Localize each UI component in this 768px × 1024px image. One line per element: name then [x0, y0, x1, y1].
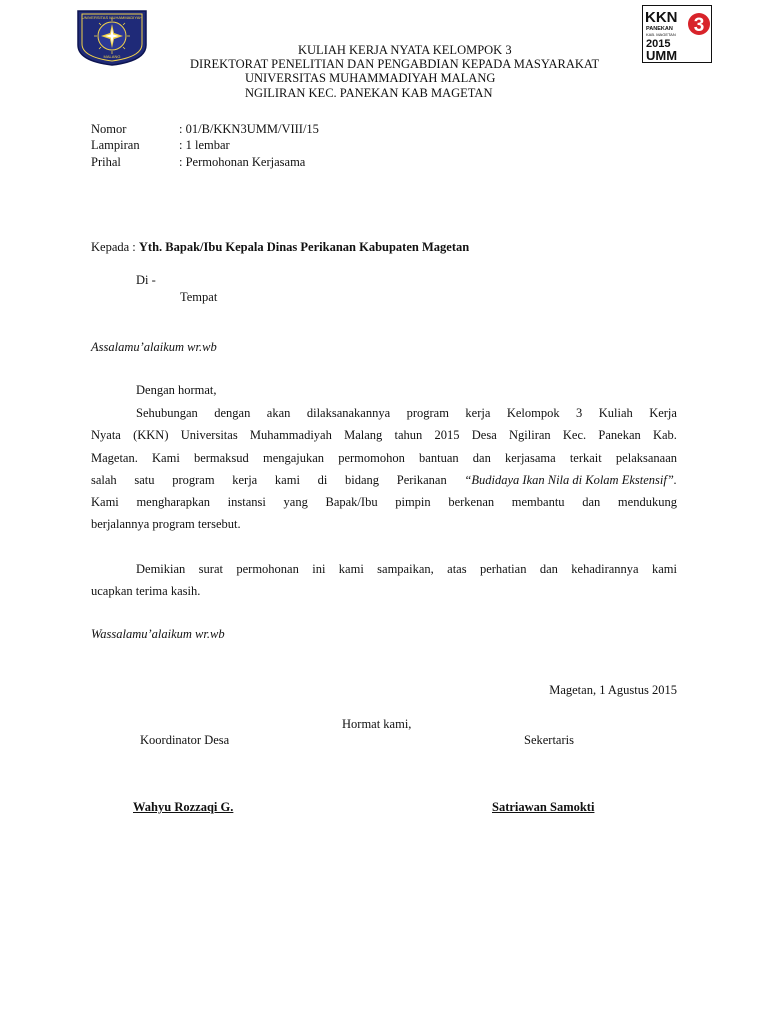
word: Bapak/Ibu	[325, 495, 378, 509]
word: atas	[447, 562, 467, 576]
word: dilaksanakannya	[306, 406, 391, 420]
closing: Wassalamu’alaikum wr.wb	[91, 627, 225, 641]
word: Kelompok	[506, 406, 560, 420]
quoted-program-title: “Budidaya Ikan Nila di Kolam Ekstensif”.	[464, 473, 677, 487]
paragraph-2-line-2: ucapkan terima kasih.	[91, 584, 201, 598]
kkn-logo-sub2: KAB. MAGETAN	[646, 32, 676, 37]
word: Kab.	[652, 428, 677, 442]
word: dan	[539, 562, 558, 576]
word: mendukung	[617, 495, 677, 509]
kkn-logo-text: KKN	[645, 9, 678, 26]
word: bermaksud	[193, 451, 249, 465]
word: berkenan	[448, 495, 495, 509]
word: Demikian	[136, 562, 186, 576]
right-signatory-title: Sekertaris	[524, 733, 574, 747]
word: di	[317, 473, 328, 487]
word: bidang	[345, 473, 380, 487]
word: bantuan	[419, 451, 459, 465]
word: Sehubungan	[136, 406, 198, 420]
recipient-name: Yth. Bapak/Ibu Kepala Dinas Perikanan Kabupaten Magetan	[138, 240, 470, 254]
umm-seal-logo	[72, 5, 152, 67]
word: sampaikan,	[377, 562, 434, 576]
word: Malang	[344, 428, 383, 442]
paragraph-1-line-6: berjalannya program tersebut.	[91, 517, 241, 531]
kkn-logo-umm: UMM	[646, 48, 678, 63]
word: dengan	[214, 406, 251, 420]
word: yang	[283, 495, 308, 509]
word: Panekan	[598, 428, 641, 442]
word: kerjasama	[505, 451, 556, 465]
meta-lampiran	[91, 138, 230, 153]
recipient-tempat: Tempat	[180, 290, 218, 304]
left-signatory-name: Wahyu Rozzaqi G.	[133, 800, 234, 814]
word: pimpin	[395, 495, 431, 509]
word: kami	[338, 562, 364, 576]
kkn-logo-sub1: PANEKAN	[646, 26, 673, 32]
word: akan	[266, 406, 291, 420]
paragraph-1-line-4	[91, 473, 677, 487]
word: 3	[576, 406, 583, 420]
meta-label: Nomor	[91, 122, 127, 136]
recipient-di: Di -	[136, 273, 156, 287]
word: surat	[198, 562, 223, 576]
word: Nyata	[91, 428, 121, 442]
recipient-prefix: Kepada :	[91, 240, 139, 254]
word: kerja	[465, 406, 491, 420]
word: kami	[651, 562, 677, 576]
paragraph-2-line-1	[136, 562, 677, 576]
word: kami	[274, 473, 300, 487]
word: perhatian	[479, 562, 527, 576]
word: Kec.	[562, 428, 587, 442]
paragraph-1-line-2	[91, 428, 677, 442]
word: Desa	[471, 428, 497, 442]
header-line-2: DIREKTORAT PENELITIAN DAN PENGABDIAN KEPADA MASYARAKAT	[190, 57, 600, 71]
paragraph-1-line-5	[91, 495, 677, 509]
word: dan	[472, 451, 491, 465]
word: Ngiliran	[509, 428, 551, 442]
word: instansi	[227, 495, 266, 509]
kkn-3-logo	[642, 5, 712, 63]
word: program	[172, 473, 215, 487]
word: permohonan	[236, 562, 299, 576]
word: tahun	[394, 428, 423, 442]
word: membantu	[511, 495, 565, 509]
meta-prihal	[91, 155, 305, 170]
word: Universitas	[180, 428, 238, 442]
word: pelaksanaan	[615, 451, 677, 465]
word: ini	[312, 562, 326, 576]
word: dan	[582, 495, 601, 509]
word: satu	[134, 473, 155, 487]
word: mengajukan	[262, 451, 325, 465]
word: kerja	[232, 473, 258, 487]
paragraph-1-line-3	[91, 451, 677, 465]
word: Perikanan	[396, 473, 447, 487]
word: 2015	[434, 428, 460, 442]
kkn-logo-number: 3	[693, 15, 705, 36]
letter-date: Magetan, 1 Agustus 2015	[549, 683, 677, 697]
seal-text-top: UNIVERSITAS MUHAMMADIYAH	[81, 15, 143, 20]
word: Kami	[152, 451, 180, 465]
left-signatory-title: Koordinator Desa	[140, 733, 230, 747]
meta-value: : Permohonan Kerjasama	[179, 155, 306, 169]
word: mengharapkan	[136, 495, 211, 509]
word: kehadirannya	[571, 562, 639, 576]
salutation: Dengan hormat,	[136, 383, 217, 397]
word: Kerja	[649, 406, 677, 420]
word: Muhammadiyah	[249, 428, 332, 442]
seal-text-bottom: MALANG	[103, 54, 121, 59]
recipient-line	[91, 240, 677, 254]
hormat-kami: Hormat kami,	[342, 717, 412, 731]
word: Kami	[91, 495, 119, 509]
meta-value: : 01/B/KKN3UMM/VIII/15	[179, 122, 319, 136]
greeting: Assalamu’alaikum wr.wb	[91, 340, 217, 354]
word: Magetan.	[91, 451, 138, 465]
right-signatory-name: Satriawan Samokti	[492, 800, 595, 814]
kkn-logo-year: 2015	[646, 38, 671, 50]
meta-value: : 1 lembar	[179, 138, 230, 152]
word: (KKN)	[133, 428, 169, 442]
word: Kuliah	[598, 406, 633, 420]
header-line-4: NGILIRAN KEC. PANEKAN KAB MAGETAN	[245, 86, 493, 100]
word: permomohon	[338, 451, 405, 465]
word: terkait	[569, 451, 602, 465]
meta-label: Lampiran	[91, 138, 140, 152]
word: salah	[91, 473, 117, 487]
word: program	[406, 406, 449, 420]
header-line-1: KULIAH KERJA NYATA KELOMPOK 3	[298, 43, 512, 57]
meta-nomor	[91, 122, 319, 137]
paragraph-1-line-1	[136, 406, 677, 420]
meta-label: Prihal	[91, 155, 121, 169]
header-line-3: UNIVERSITAS MUHAMMADIYAH MALANG	[245, 71, 496, 85]
